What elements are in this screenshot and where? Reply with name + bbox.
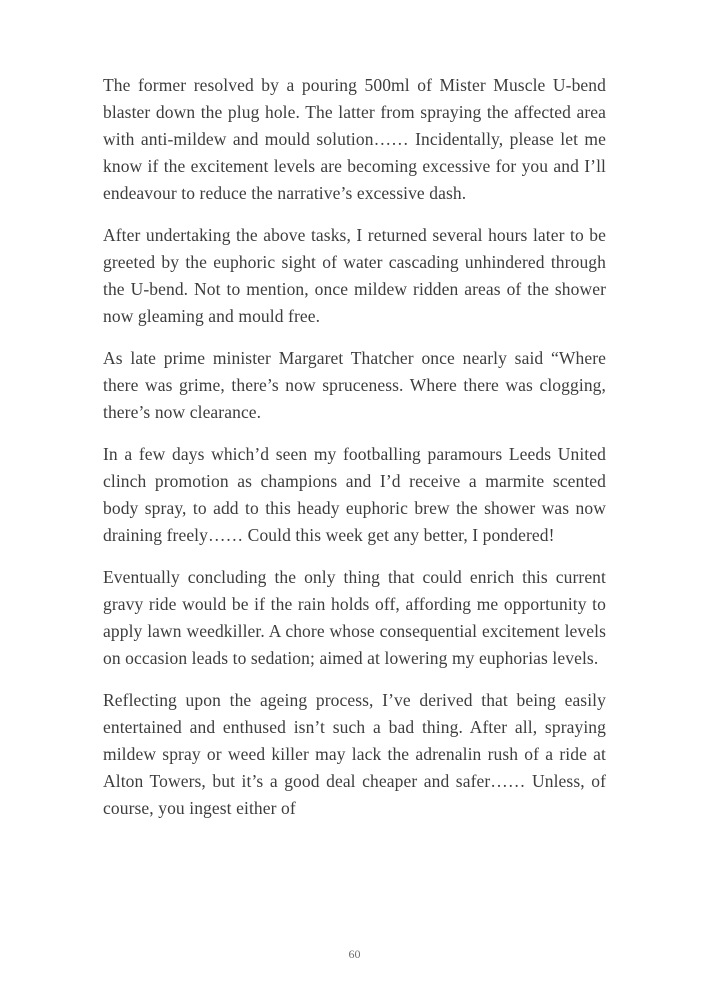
paragraph-5: Eventually concluding the only thing that could enrich this current gravy ride would be if the rain holds off, affording me opportunity to apply lawn weedkiller. A chore whose consequential excitement levels on occasion leads to sedation; aimed at lowering my euphorias levels. [103, 567, 606, 668]
paragraph-4: In a few days which’d seen my footballing paramours Leeds United clinch promotion as champions and I’d receive a marmite scented body spray, to add to this heady euphoric brew the shower was now draining freely…… Could this week get any better, I pondered! [103, 444, 606, 545]
paragraph-1: The former resolved by a pouring 500ml of Mister Muscle U-bend blaster down the plug hole. The latter from spraying the affected area with anti-mildew and mould solution…… Incidentally, please let me know if the excitement levels are becoming excessive for you and I’ll endeavour to reduce the narrative’s excessive dash. [103, 75, 606, 203]
page-number: 60 [348, 947, 361, 961]
paragraph-3: As late prime minister Margaret Thatcher once nearly said “Where there was grime, there’s now spruceness. Where there was clogging, there’s now clearance. [103, 348, 606, 422]
paragraph-6: Reflecting upon the ageing process, I’ve derived that being easily entertained and enthused isn’t such a bad thing. After all, spraying mildew spray or weed killer may lack the adrenalin rush of a ride at Alton Towers, but it’s a good deal cheaper and safer…… Unless, of course, you ingest either of [103, 690, 606, 818]
paragraph-2: After undertaking the above tasks, I returned several hours later to be greeted by the euphoric sight of water cascading unhindered through the U-bend. Not to mention, once mildew ridden areas of the shower now gleaming and mould free. [103, 225, 606, 326]
text-block [103, 72, 606, 837]
